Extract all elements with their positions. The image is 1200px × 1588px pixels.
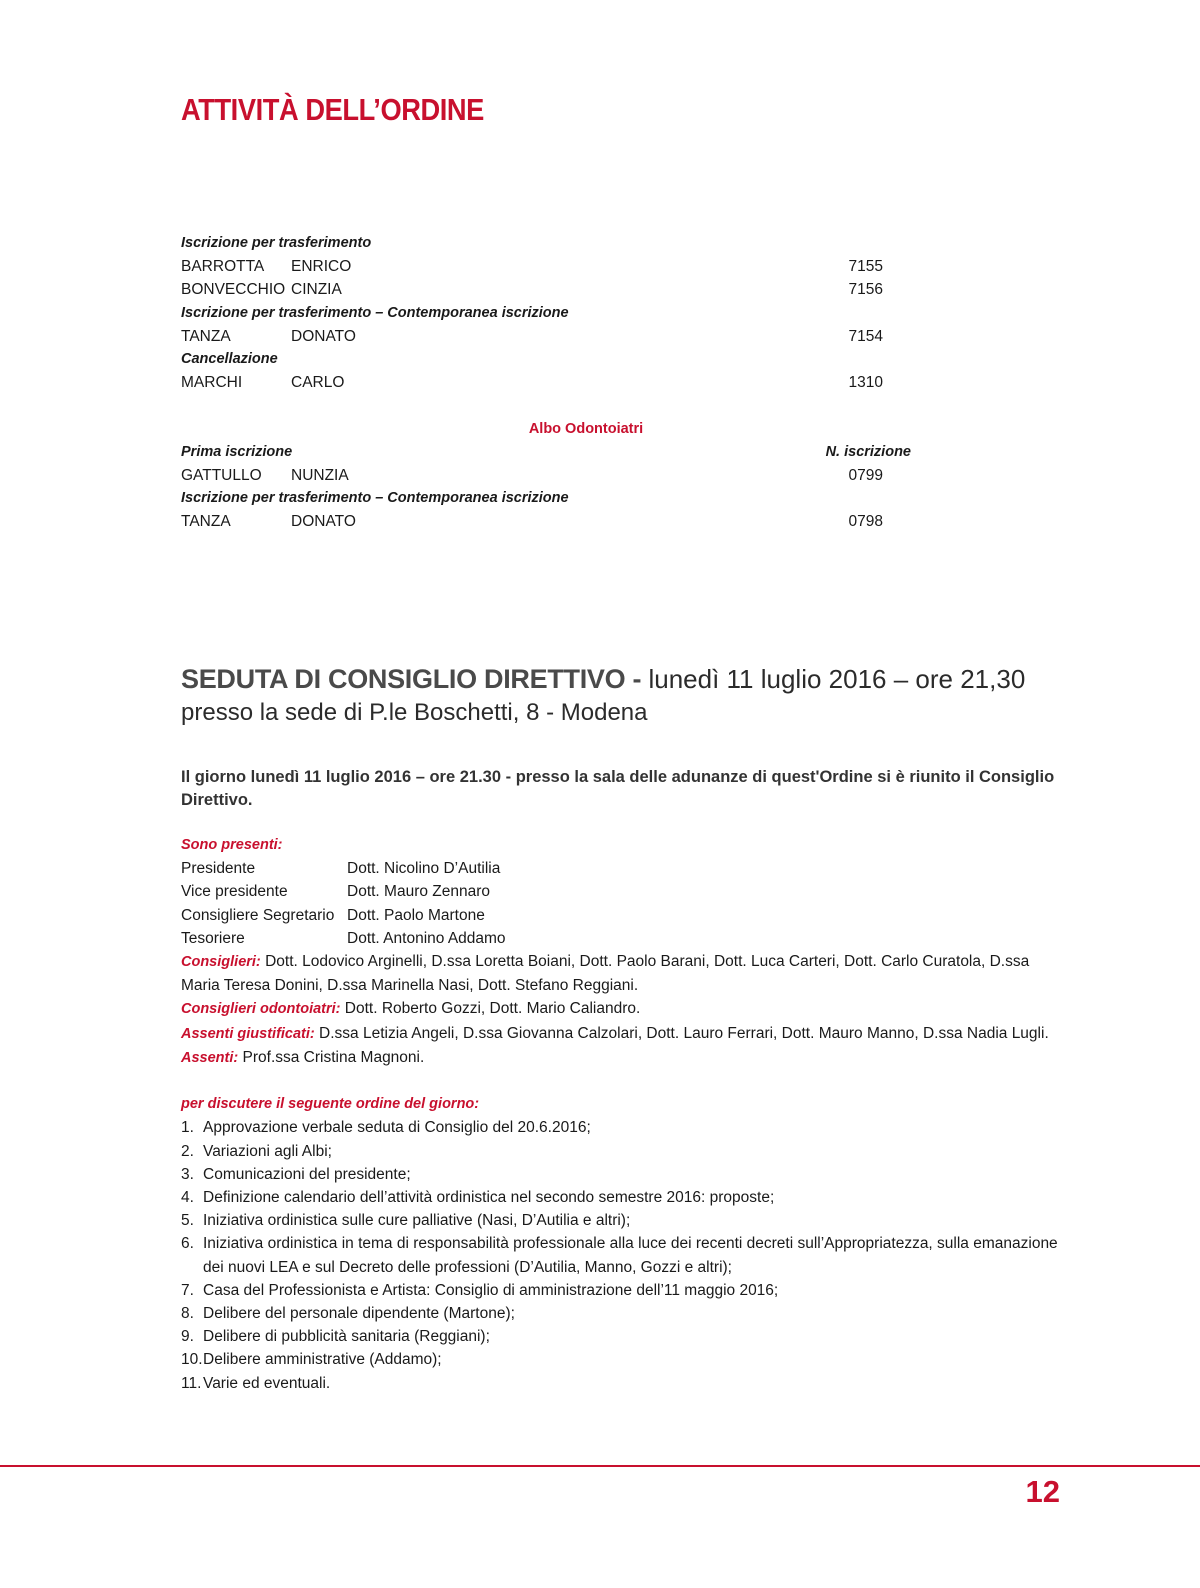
section-label: Iscrizione per trasferimento – Contemporanea iscrizione xyxy=(181,490,569,507)
registration-number: 7155 xyxy=(848,258,883,276)
registration-number: 7154 xyxy=(848,327,883,345)
agenda-item: 2. Variazioni agli Albi; xyxy=(181,1142,332,1160)
attendance-group xyxy=(181,997,1061,1021)
agenda-item: 10. Delibere amministrative (Addamo); xyxy=(181,1351,442,1369)
surname: TANZA xyxy=(181,327,231,345)
agenda-item: 7. Casa del Professionista e Artista: Consiglio di amministrazione dell’11 maggio 2016; xyxy=(181,1281,779,1299)
group-label: Consiglieri odontoiatri: xyxy=(181,1001,341,1018)
section-label: Iscrizione per trasferimento – Contemporanea iscrizione xyxy=(181,304,569,321)
group-text: Dott. Roberto Gozzi, Dott. Mario Caliandro. xyxy=(340,1000,641,1018)
spacer xyxy=(181,1070,1061,1093)
agenda-item: 6. Iniziativa ordinistica in tema di responsabilità professionale alla luce dei recenti decreti sull’Appropriatezza, sulla emanazione dei nuovi LEA e sul Decreto delle professioni (D’Autilia, Manno, Gozzi e altri); xyxy=(181,1235,1058,1276)
registry-row xyxy=(181,325,911,348)
officer-person: Dott. Paolo Martone xyxy=(347,906,485,924)
attendance-group xyxy=(181,1046,1061,1070)
officer-person: Dott. Antonino Addamo xyxy=(347,929,506,947)
officer-person: Dott. Mauro Zennaro xyxy=(347,883,491,901)
registration-number: 0799 xyxy=(848,466,883,484)
agenda-item: 11. Varie ed eventuali. xyxy=(181,1374,331,1392)
agenda-list xyxy=(181,1116,1061,1394)
given-name: CARLO xyxy=(291,374,345,392)
footer-divider xyxy=(0,1465,1200,1467)
given-name: CINZIA xyxy=(291,281,342,299)
registration-number: 7156 xyxy=(848,281,883,299)
session-title-date: lunedì 11 luglio 2016 – ore 21,30 xyxy=(648,664,1026,694)
registration-number: 0798 xyxy=(848,513,883,531)
given-name: ENRICO xyxy=(291,258,352,276)
session-intro: Il giorno lunedì 11 luglio 2016 – ore 21.30 - presso la sala delle adunanze di quest'Ordine si è riunito il Consiglio Direttivo. xyxy=(181,768,1055,809)
surname: TANZA xyxy=(181,513,231,531)
albo-odontoiatri-title: Albo Odontoiatri xyxy=(528,420,644,437)
attendance-group xyxy=(181,950,1061,997)
section-label: Cancellazione xyxy=(181,350,278,367)
surname: BONVECCHIO xyxy=(181,281,286,299)
given-name: DONATO xyxy=(291,327,356,345)
agenda-item: 1. Approvazione verbale seduta di Consiglio del 20.6.2016; xyxy=(181,1119,591,1137)
officer-role: Consigliere Segretario xyxy=(181,906,335,924)
spacer xyxy=(181,394,911,417)
agenda-item: 8. Delibere del personale dipendente (Martone); xyxy=(181,1304,515,1322)
registry-row xyxy=(181,510,911,533)
agenda-item: 5. Iniziativa ordinistica sulle cure palliative (Nasi, D’Autilia e altri); xyxy=(181,1212,631,1230)
group-label: Assenti giustificati: xyxy=(181,1025,315,1042)
registration-number-header: N. iscrizione xyxy=(825,443,911,460)
attendance-group xyxy=(181,1022,1061,1046)
given-name: NUNZIA xyxy=(291,466,349,484)
registry-row xyxy=(181,278,911,301)
surname: GATTULLO xyxy=(181,466,262,484)
surname: MARCHI xyxy=(181,374,243,392)
surname: BARROTTA xyxy=(181,258,265,276)
registry-row xyxy=(181,255,911,278)
registry-list xyxy=(181,232,911,533)
officer-row xyxy=(181,927,1061,950)
officer-row xyxy=(181,857,1061,880)
section-label: Iscrizione per trasferimento xyxy=(181,235,372,251)
officer-person: Dott. Nicolino D’Autilia xyxy=(347,860,501,878)
session-location: presso la sede di P.le Boschetti, 8 - Modena xyxy=(181,699,648,726)
officer-role: Tesoriere xyxy=(181,929,245,947)
officer-row xyxy=(181,880,1061,903)
minutes-body xyxy=(181,834,1061,1395)
page-title: ATTIVITÀ DELL’ORDINE xyxy=(181,92,484,127)
agenda-item: 9. Delibere di pubblicità sanitaria (Reggiani); xyxy=(181,1328,490,1346)
group-label: Assenti: xyxy=(181,1049,239,1066)
agenda-label: per discutere il seguente ordine del giorno: xyxy=(181,1096,480,1113)
group-text: D.ssa Letizia Angeli, D.ssa Giovanna Calzolari, Dott. Lauro Ferrari, Dott. Mauro Manno, D.ssa Nadia Lugli. xyxy=(314,1024,1049,1042)
section-label: Prima iscrizione N. iscrizione xyxy=(181,441,911,464)
officer-role: Presidente xyxy=(181,860,256,878)
present-label: Sono presenti: xyxy=(181,837,283,853)
page-number: 12 xyxy=(1025,1474,1060,1509)
officer-role: Vice presidente xyxy=(181,883,288,901)
given-name: DONATO xyxy=(291,513,356,531)
group-text: Dott. Lodovico Arginelli, D.ssa Loretta Boiani, Dott. Paolo Barani, Dott. Luca Carteri, Dott. Carlo Curatola, D.ssa Maria Teresa Donini, D.ssa Marinella Nasi, Dott. Stefano Reggiani. xyxy=(181,952,1030,995)
registry-row xyxy=(181,371,911,394)
officer-row xyxy=(181,904,1061,927)
session-title xyxy=(181,662,1081,730)
agenda-item: 4. Definizione calendario dell’attività ordinistica nel secondo semestre 2016: proposte; xyxy=(181,1188,775,1206)
registration-number: 1310 xyxy=(848,374,883,392)
group-text: Prof.ssa Cristina Magnoni. xyxy=(238,1048,425,1066)
group-label: Consiglieri: xyxy=(181,953,261,970)
registry-row xyxy=(181,464,911,487)
session-title-bold: SEDUTA DI CONSIGLIO DIRETTIVO - xyxy=(181,664,642,694)
agenda-item: 3. Comunicazioni del presidente; xyxy=(181,1165,411,1183)
